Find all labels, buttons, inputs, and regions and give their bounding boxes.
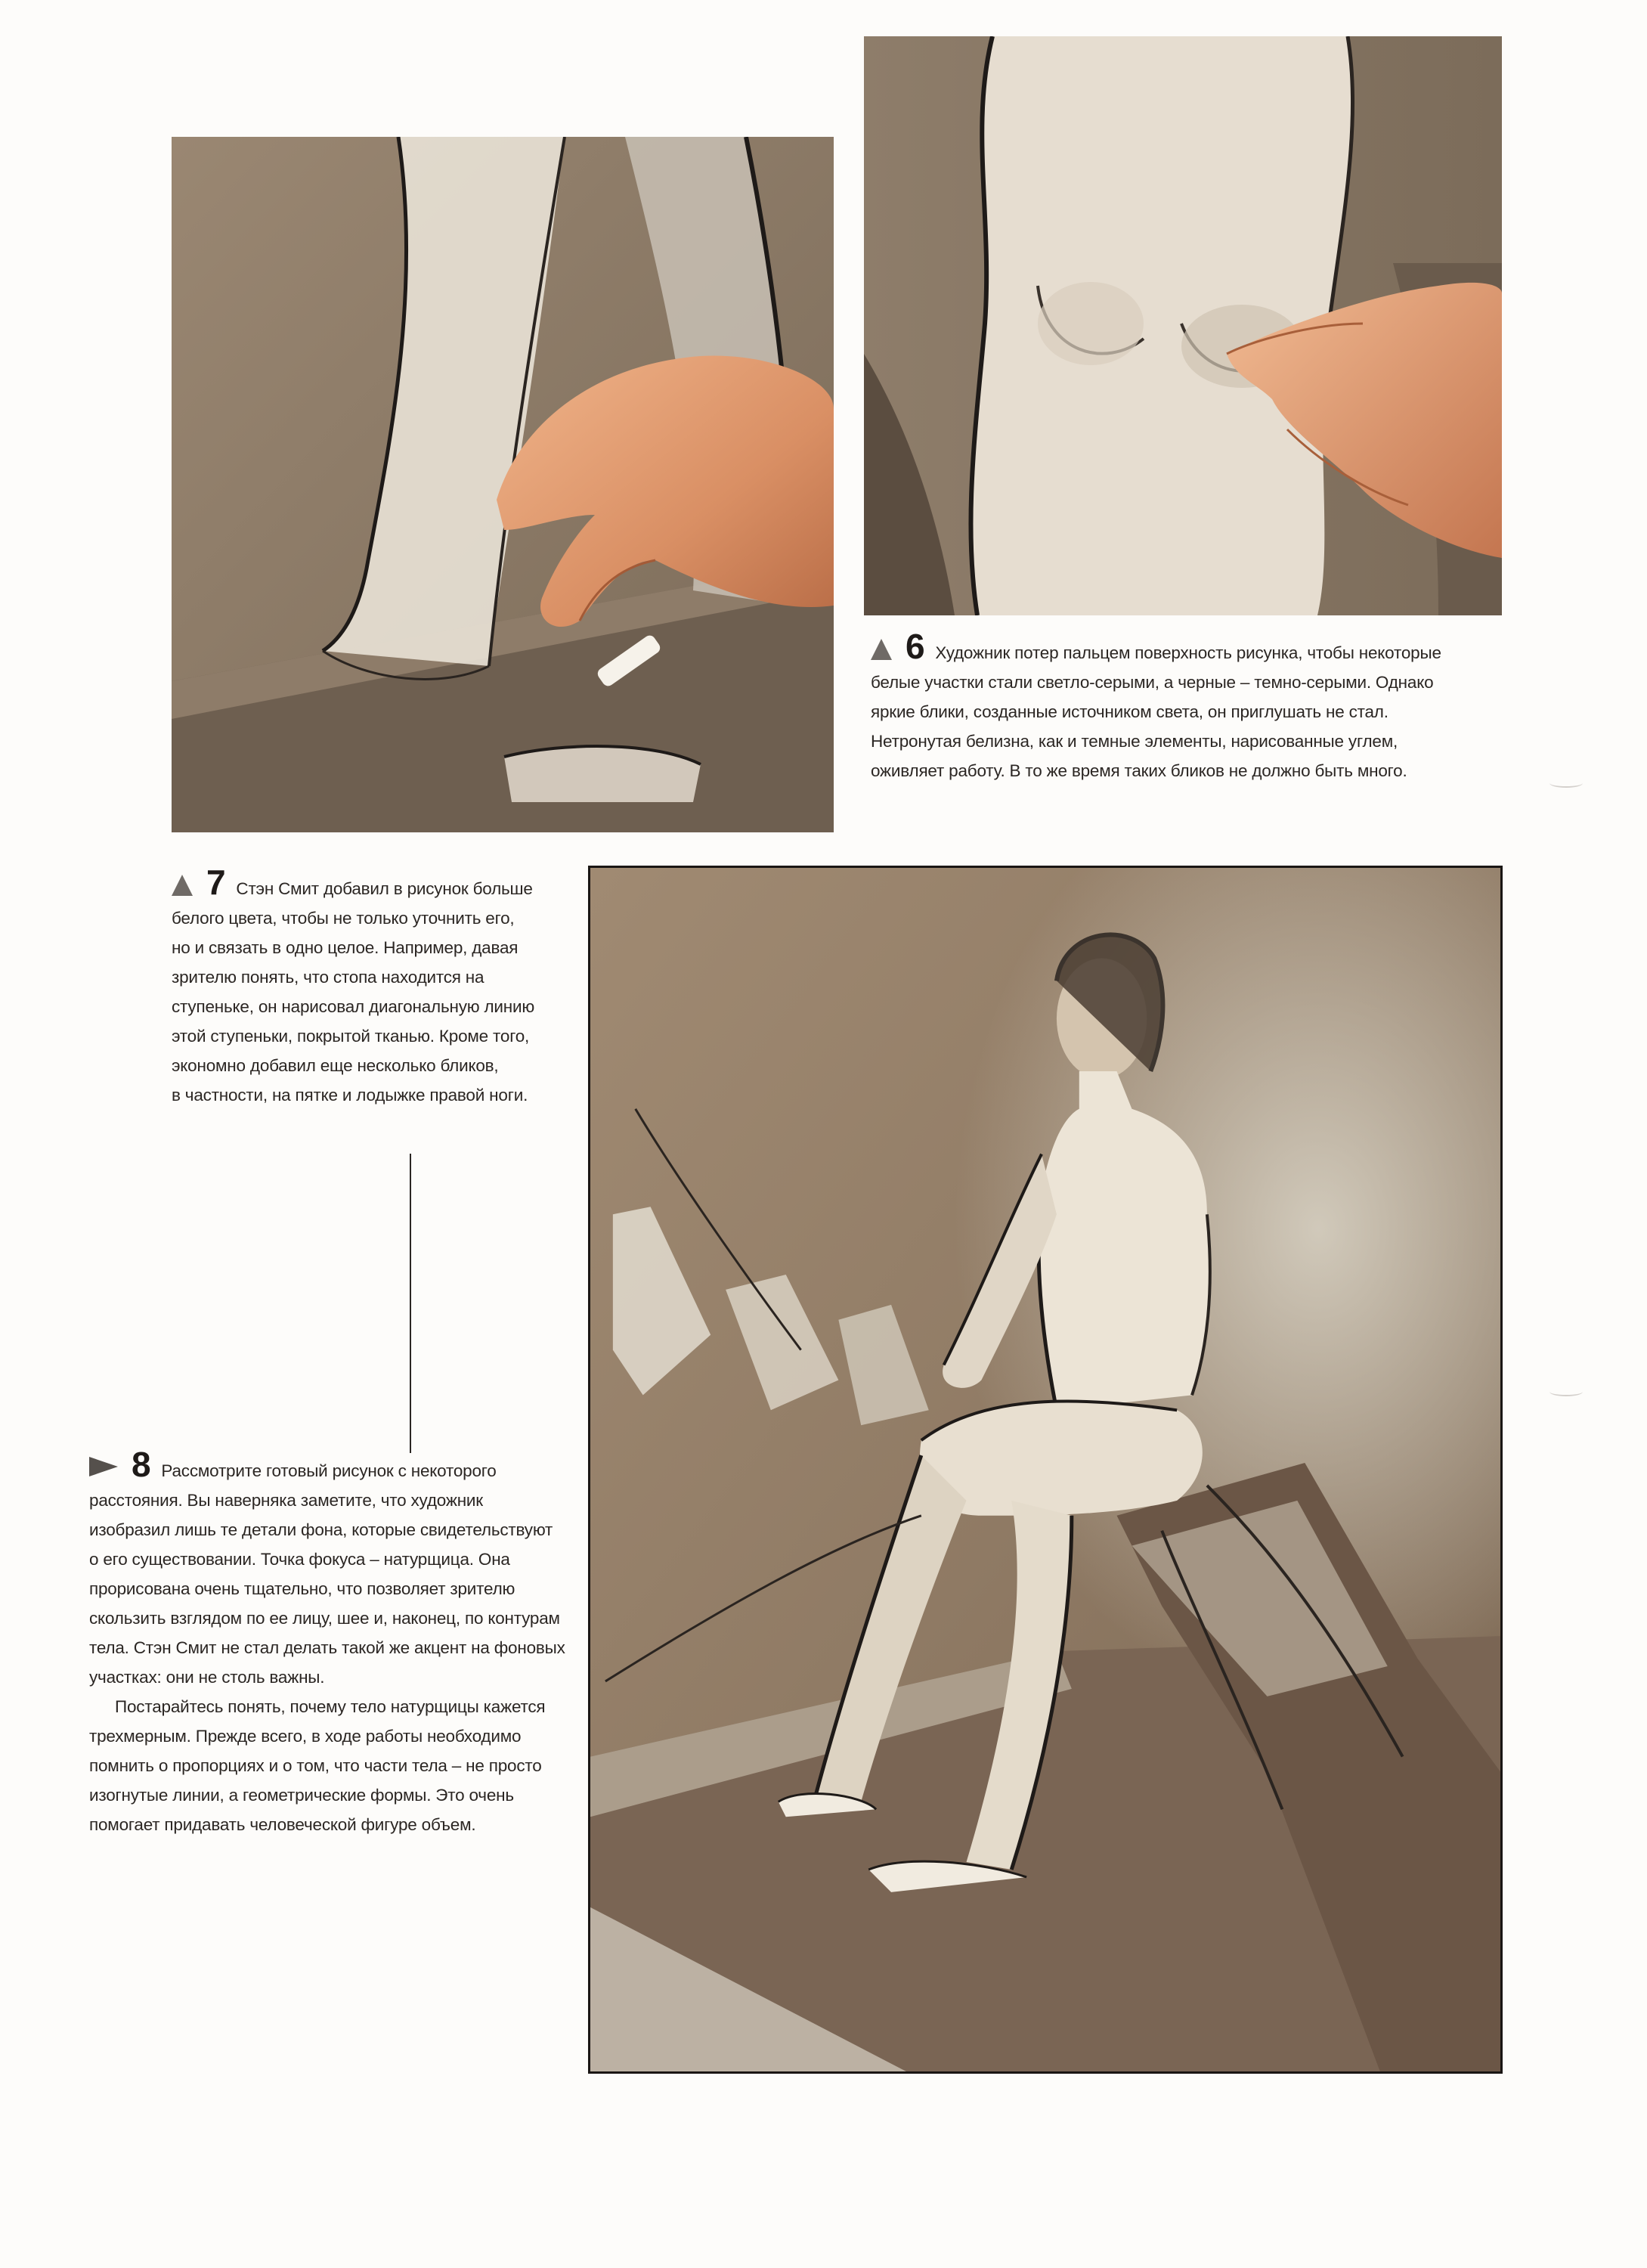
step6-marker bbox=[871, 638, 892, 668]
step8-p2-text-line-1: Постарайтесь понять, почему тело натурщицы кажется bbox=[115, 1697, 546, 1716]
step8-line-1 bbox=[89, 1445, 588, 1486]
step6-text-line-2: белые участки стали светло-серыми, а черные – темно-серыми. Однако bbox=[871, 673, 1434, 692]
step7-number: 7 bbox=[206, 863, 226, 902]
step8-text-line-3: изобразил лишь те детали фона, которые свидетельствуют bbox=[89, 1520, 553, 1539]
triangle-up-icon bbox=[871, 639, 892, 660]
step8-p2-text-line-4: изогнутые линии, а геометрические формы. Это очень bbox=[89, 1786, 514, 1805]
triangle-up-icon bbox=[172, 875, 193, 896]
step8-p2-text-line-5: помогает придавать человеческой фигуре объем. bbox=[89, 1815, 476, 1834]
step6-text-line-1: Художник потер пальцем поверхность рисунка, чтобы некоторые bbox=[935, 643, 1441, 662]
step6-text-line-4: Нетронутая белизна, как и темные элементы, нарисованные углем, bbox=[871, 732, 1398, 751]
step7-text-line-2: белого цвета, чтобы не только уточнить его, bbox=[172, 909, 515, 928]
step8-drawing bbox=[588, 866, 1503, 2074]
step7-text-line-1: Стэн Смит добавил в рисунок больше bbox=[236, 879, 533, 898]
step8-text-line-7: тела. Стэн Смит не стал делать такой же акцент на фоновых bbox=[89, 1638, 565, 1657]
step8-paragraph-2 bbox=[89, 1692, 588, 1839]
step6-photo-illustration bbox=[864, 36, 1502, 615]
step7-text-line-5: ступеньке, он нарисовал диагональную линию bbox=[172, 997, 535, 1016]
step8-text-line-6: скользить взглядом по ее лицу, шее и, наконец, по контурам bbox=[89, 1609, 560, 1628]
step7-text-line-3: но и связать в одно целое. Например, давая bbox=[172, 938, 519, 957]
step8-p2-text-line-3: помнить о пропорциях и о том, что части тела – не просто bbox=[89, 1756, 542, 1775]
step7-paragraph bbox=[172, 863, 580, 1110]
step6-text-line-5: оживляет работу. В то же время таких бликов не должно быть много. bbox=[871, 761, 1407, 780]
step7-text-line-4: зрителю понять, что стопа находится на bbox=[172, 968, 485, 987]
step8-text-line-1: Рассмотрите готовый рисунок с некоторого bbox=[161, 1461, 497, 1480]
step8-p2-text-line-2: трехмерным. Прежде всего, в ходе работы необходимо bbox=[89, 1727, 522, 1746]
step8-caption bbox=[89, 1445, 588, 1839]
step8-marker bbox=[89, 1456, 118, 1486]
step7-photo-illustration bbox=[172, 137, 834, 832]
step6-text-line-3: яркие блики, созданные источником света, он приглушать не стал. bbox=[871, 702, 1388, 721]
step8-text-line-5: прорисована очень тщательно, что позволяет зрителю bbox=[89, 1579, 515, 1598]
step6-number: 6 bbox=[906, 627, 925, 666]
step8-number: 8 bbox=[132, 1445, 151, 1484]
page-edge-mark bbox=[1549, 779, 1583, 788]
step8-paragraph-1 bbox=[89, 1445, 588, 1692]
step6-photo bbox=[864, 36, 1502, 615]
step8-text-line-2: расстояния. Вы наверняка заметите, что художник bbox=[89, 1491, 483, 1510]
step8-text-line-8: участках: они не столь важны. bbox=[89, 1668, 325, 1687]
step7-line-1 bbox=[172, 863, 580, 903]
step7-text-line-6: этой ступеньки, покрытой тканью. Кроме того, bbox=[172, 1027, 530, 1046]
step6-paragraph bbox=[871, 627, 1498, 785]
step6-caption bbox=[871, 627, 1498, 785]
step8-text-line-4: о его существовании. Точка фокуса – натурщица. Она bbox=[89, 1550, 510, 1569]
step7-text-line-7: экономно добавил еще несколько бликов, bbox=[172, 1056, 499, 1075]
step7-caption bbox=[172, 863, 580, 1110]
step7-text-line-8: в частности, на пятке и лодыжке правой ноги. bbox=[172, 1086, 528, 1105]
step8-drawing-illustration bbox=[590, 868, 1500, 2071]
step6-line-1 bbox=[871, 627, 1498, 668]
step8-p2-line-1 bbox=[89, 1692, 588, 1721]
triangle-right-icon bbox=[89, 1457, 118, 1476]
vertical-divider bbox=[410, 1154, 411, 1453]
step7-photo bbox=[172, 137, 834, 832]
step7-marker bbox=[172, 874, 193, 903]
page-edge-mark bbox=[1549, 1387, 1583, 1396]
